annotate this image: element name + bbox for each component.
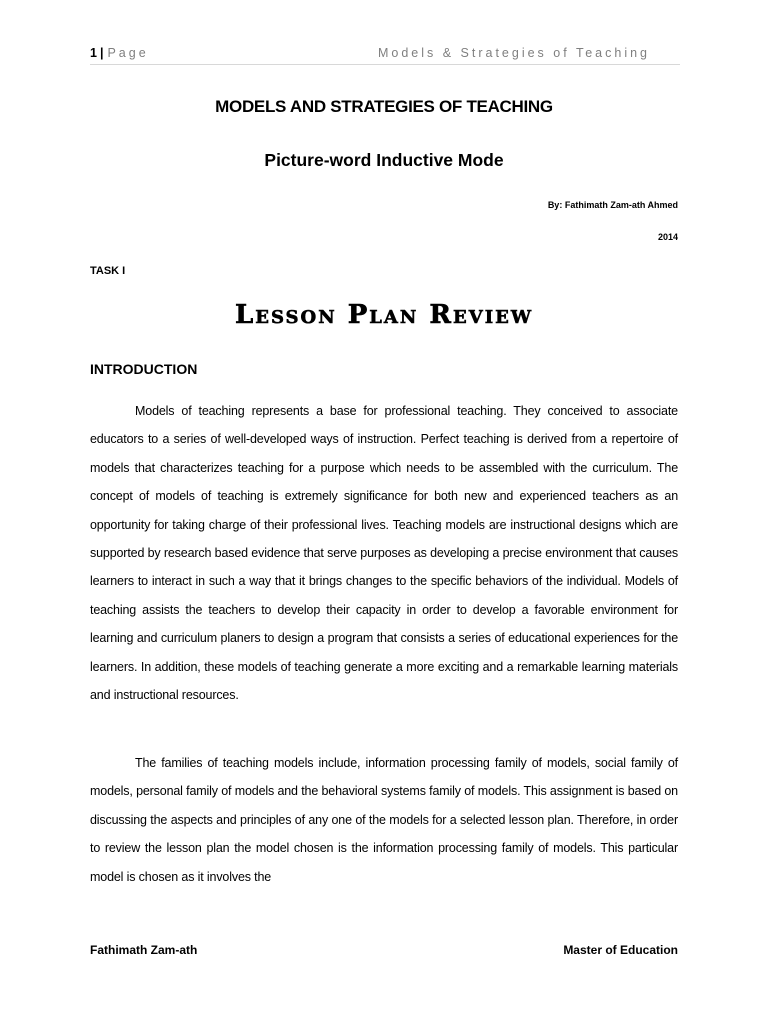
footer-degree: Master of Education <box>563 943 678 957</box>
author-line: By: Fathimath Zam-ath Ahmed <box>547 200 678 210</box>
header-separator: | <box>99 46 104 60</box>
running-title: Models & Strategies of Teaching <box>377 46 650 60</box>
section-heading: INTRODUCTION <box>90 361 198 377</box>
lesson-plan-banner: Lesson Plan Review <box>234 300 534 330</box>
document-subtitle: Picture-word Inductive Mode <box>264 150 504 170</box>
page-number: 1 <box>90 46 97 60</box>
page-footer <box>90 943 678 957</box>
paragraph-families: The families of teaching models include, information processing family of models, social family of models, personal family of models and the behavioral systems family of models. This assignment is based on discussing the aspects and principles of any one of the models for a selected lesson plan. Therefore, in order to review the lesson plan the model chosen is the information processing family of models. This particular model is chosen as it involves the <box>90 756 678 884</box>
page-header <box>90 46 680 65</box>
page-label: Page <box>107 46 149 60</box>
paragraph-introduction: Models of teaching represents a base for professional teaching. They conceived to associate educators to a series of well-developed ways of instruction. Perfect teaching is derived from a repertoire of models that characterizes teaching for a purpose which needs to be assembled with the curriculum. The concept of models of teaching is extremely significance for both new and experienced teachers as an opportunity for taking charge of their professional lives. Teaching models are instructional designs which are supported by research based evidence that serve purposes as developing a precise environment that causes learners to interact in such a way that it brings changes to the specific behaviors of the individual. Models of teaching assists the teachers to develop their capacity in order to develop a favorable environment for learning and curriculum planers to design a program that consists a series of educational experiences for the learners. In addition, these models of teaching generate a more exciting and a remarkable learning materials and instructional resources. <box>90 404 678 703</box>
document-title: MODELS AND STRATEGIES OF TEACHING <box>215 97 553 116</box>
footer-author: Fathimath Zam-ath <box>90 943 198 957</box>
year-line: 2014 <box>657 232 678 242</box>
task-label: TASK I <box>90 265 126 277</box>
